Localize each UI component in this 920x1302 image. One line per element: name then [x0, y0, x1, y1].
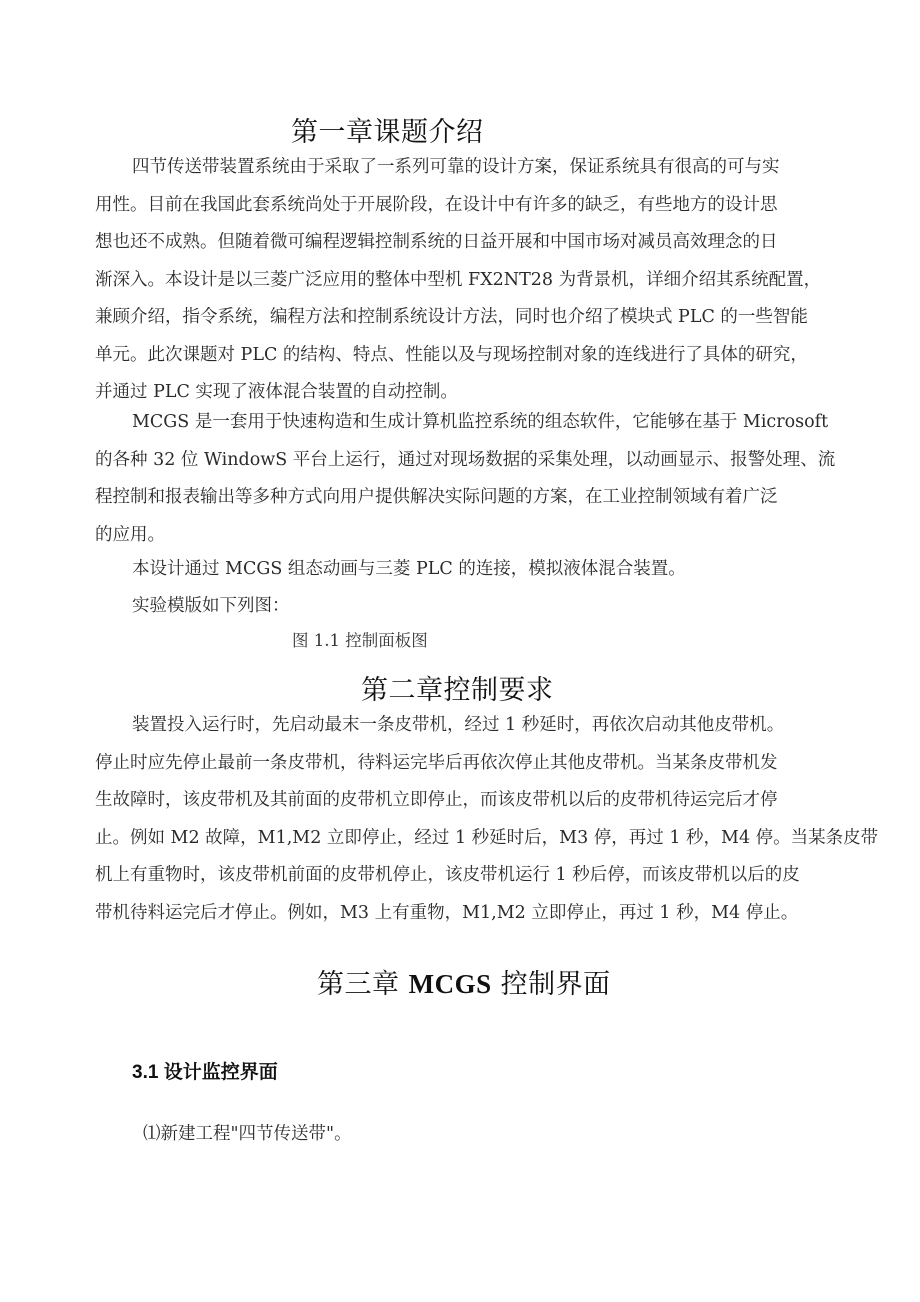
text-line: 用性。目前在我国此套系统尚处于开展阶段，在设计中有许多的缺乏，有些地方的设计思 [95, 194, 778, 215]
section-heading: 3.1 设计监控界面 [132, 1062, 278, 1083]
text-line: 生故障时，该皮带机及其前面的皮带机立即停止，而该皮带机以后的皮带机待运完后才停 [95, 790, 778, 810]
text-line: 装置投入运行时，先启动最末一条皮带机，经过 1 秒延时，再依次启动其他皮带机。 [132, 715, 785, 735]
chapter1-paragraph-1 [95, 149, 835, 412]
text-line: 单元。此次课题对 PLC 的结构、特点、性能以及与现场控制对象的连线进行了具体的研究， [95, 344, 808, 365]
text-line: 带机待料运完后才停止。例如，M3 上有重物，M1,M2 立即停止，再过 1 秒，M4 停止。 [95, 902, 799, 923]
text-line: 渐深入。本设计是以三菱广泛应用的整体中型机 FX2NT28 为背景机，详细介绍其系统配置， [95, 269, 822, 290]
text-line: 想也还不成熟。但随着微可编程逻辑控制系统的日益开展和中国市场对减员高效理念的日 [95, 232, 778, 252]
chapter2-title: 第二章控制要求 [361, 675, 554, 706]
text-line: 四节传送带装置系统由于采取了一系列可靠的设计方案，保证系统具有很高的可与实 [132, 157, 780, 177]
text-line: 程控制和报表输出等多种方式向用户提供解决实际问题的方案，在工业控制领域有着广泛 [95, 487, 778, 507]
chapter3-title-prefix: 第三章 [317, 969, 409, 1000]
text-line: 停止时应先停止最前一条皮带机，待料运完毕后再依次停止其他皮带机。当某条皮带机发 [95, 752, 778, 773]
text-line: 止。例如 M2 故障，M1,M2 立即停止，经过 1 秒延时后，M3 停，再过 1 秒，M4 停。当某条皮带 [95, 827, 879, 848]
text-line: 的应用。 [95, 524, 165, 545]
text-line: 机上有重物时，该皮带机前面的皮带机停止，该皮带机运行 1 秒后停，而该皮带机以后的皮 [95, 865, 800, 885]
text-line: MCGS 是一套用于快速构造和生成计算机监控系统的组态软件，它能够在基于 Microsoft [132, 412, 829, 432]
text-line: 的各种 32 位 WindowS 平台上运行，通过对现场数据的采集处理，以动画显示、报警处理、流 [95, 449, 836, 470]
list-item: ⑴新建工程"四节传送带"。 [143, 1124, 352, 1144]
chapter3-title-latin: MCGS [408, 969, 492, 999]
figure-caption: 图 1.1 控制面板图 [292, 631, 428, 650]
text-line: 兼顾介绍，指令系统，编程方法和控制系统设计方法，同时也介绍了模块式 PLC 的一些智能 [95, 307, 808, 327]
chapter1-title: 第一章课题介绍 [291, 117, 484, 148]
chapter3-title-suffix: 控制界面 [491, 969, 611, 1000]
chapter3-title [317, 962, 611, 1001]
text-line: 并通过 PLC 实现了液体混合装置的自动控制。 [95, 382, 458, 402]
chapter1-paragraph-3: 本设计通过 MCGS 组态动画与三菱 PLC 的连接，模拟液体混合装置。 [132, 559, 686, 579]
chapter2-paragraph-1 [95, 707, 879, 932]
chapter1-paragraph-2 [95, 404, 835, 554]
chapter1-paragraph-4: 实验模版如下列图： [132, 596, 290, 616]
